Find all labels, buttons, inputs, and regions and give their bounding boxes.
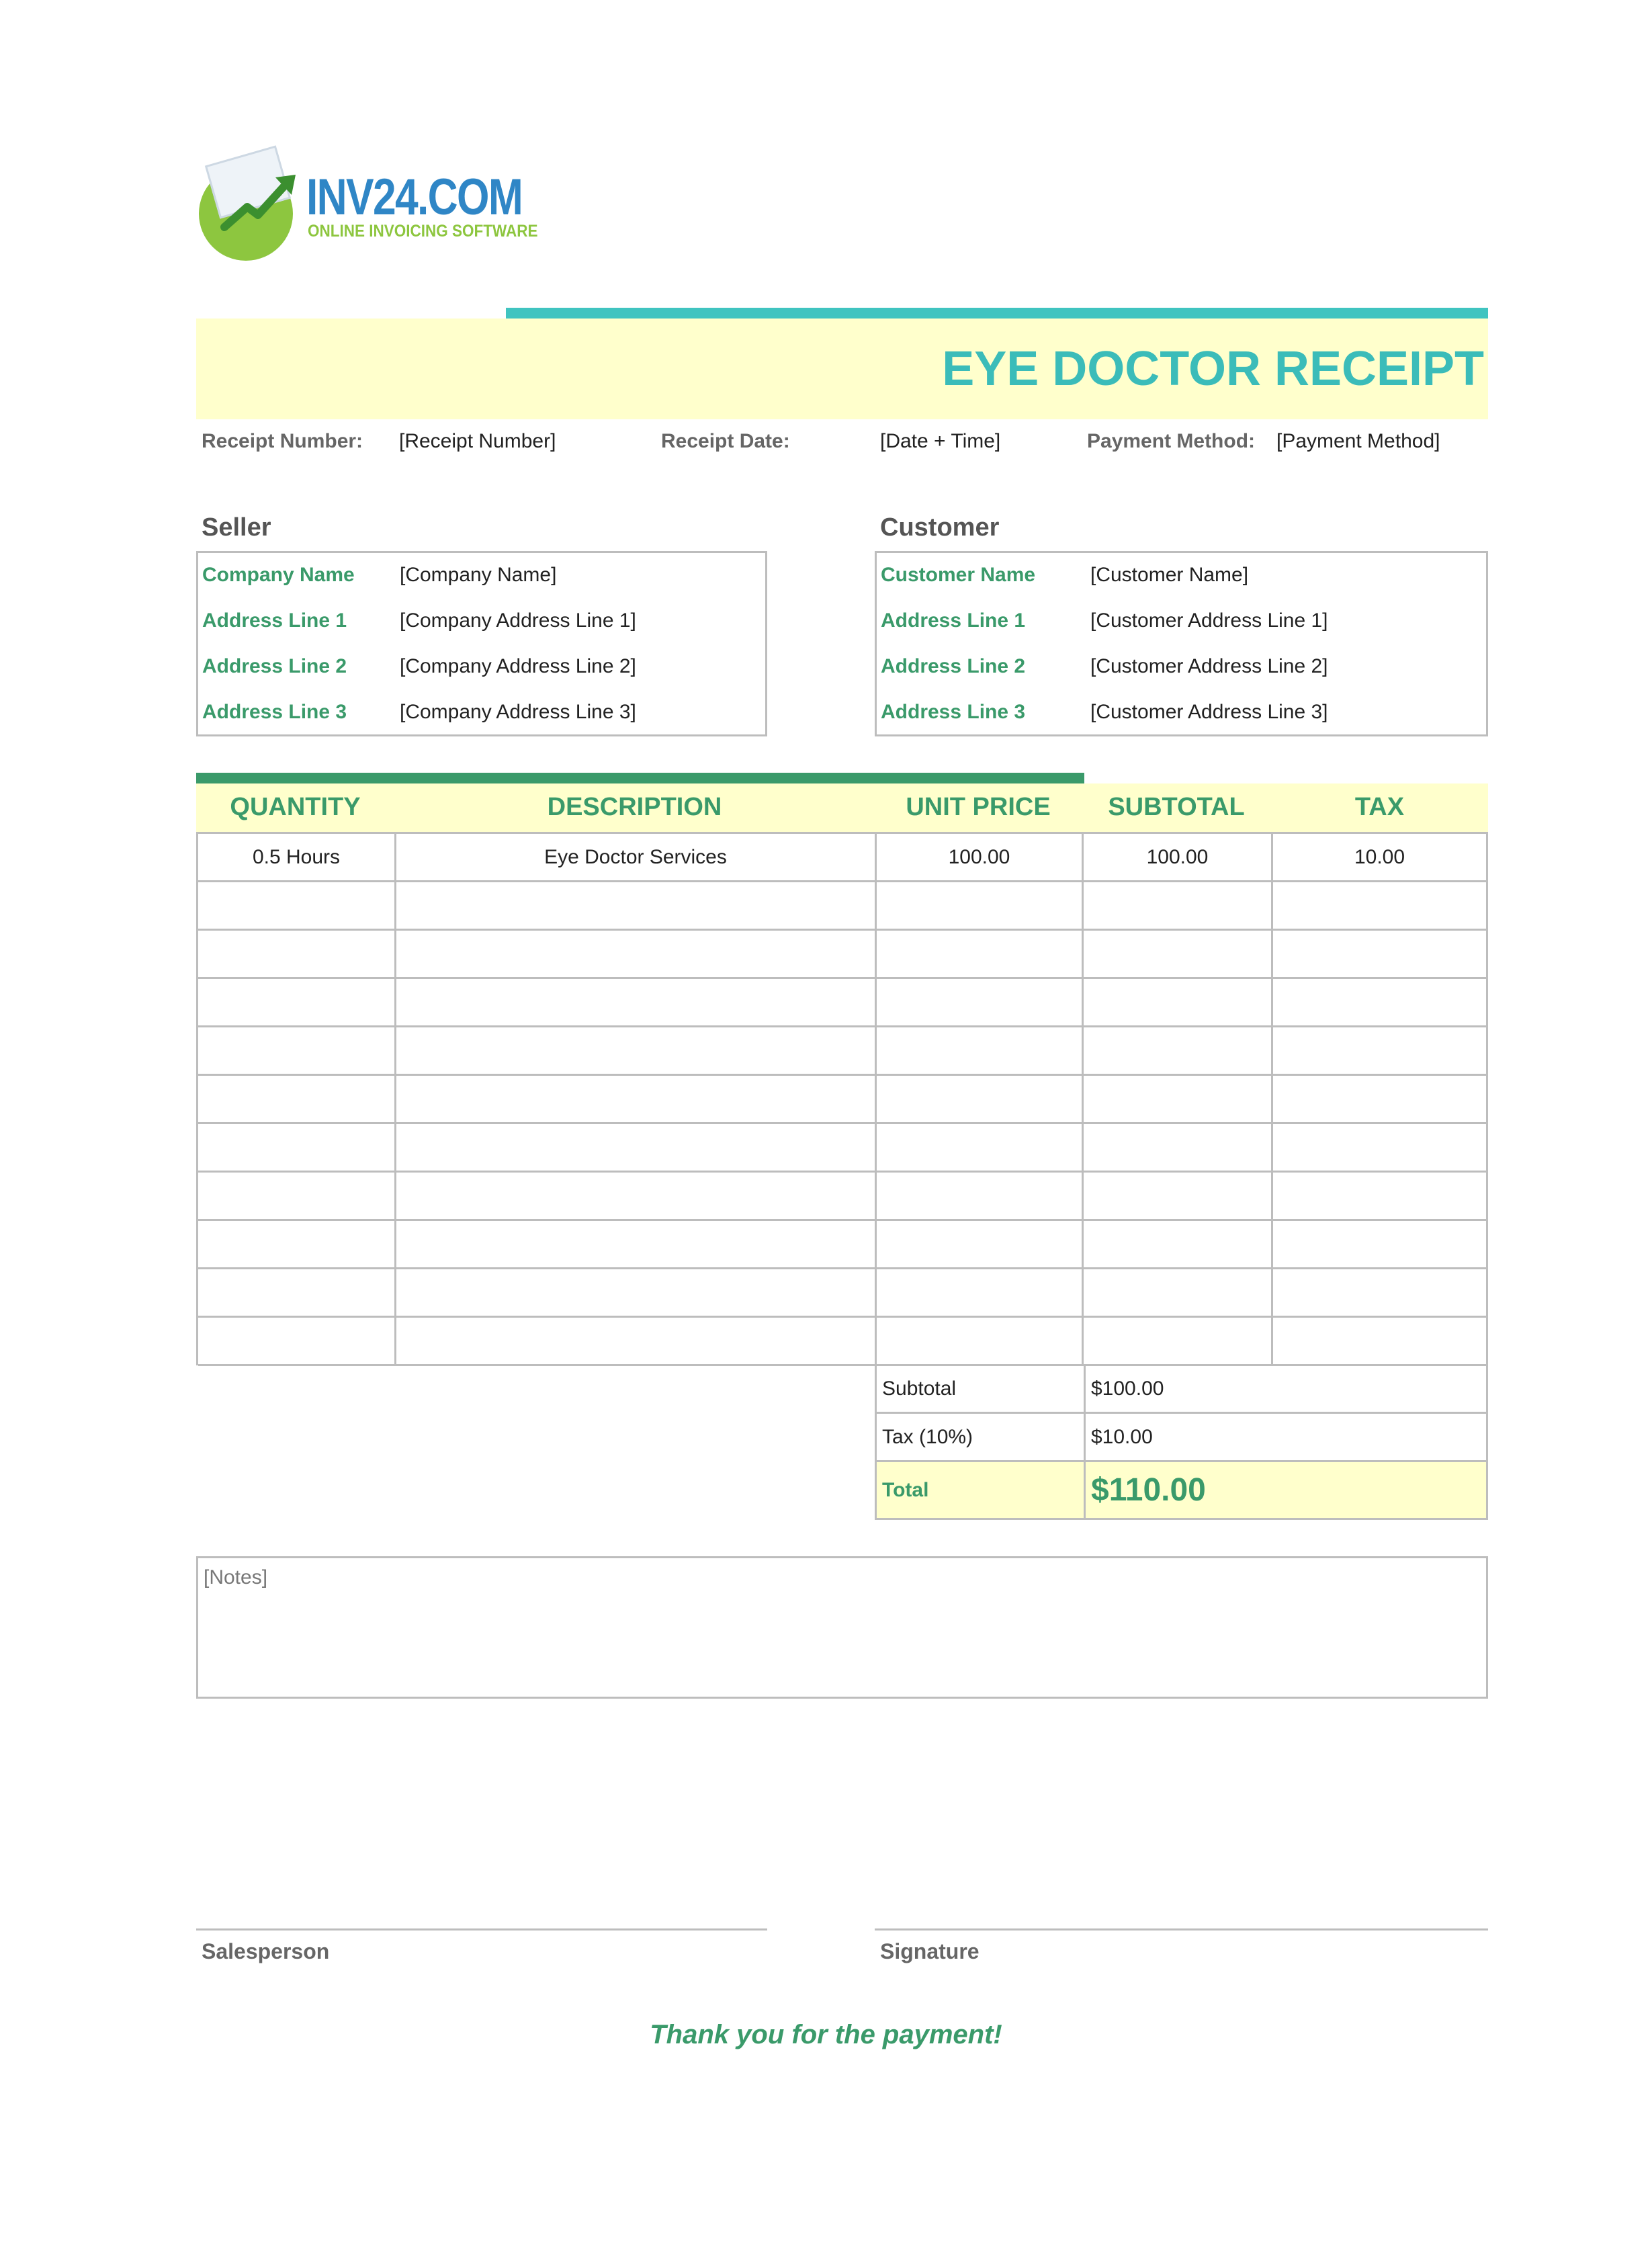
cell-subtotal xyxy=(1084,1076,1273,1122)
tax-row xyxy=(875,1414,1488,1462)
document-title: EYE DOCTOR RECEIPT xyxy=(942,342,1484,396)
salesperson-line xyxy=(196,1928,767,1930)
cell-description: Eye Doctor Services xyxy=(396,834,877,880)
items-table xyxy=(196,832,1488,1365)
cell-quantity xyxy=(198,1124,396,1171)
seller-box xyxy=(196,551,767,736)
cell-quantity xyxy=(198,979,396,1025)
subtotal-value: $100.00 xyxy=(1091,1377,1164,1400)
items-accent-bar xyxy=(196,773,1084,783)
customer-value: [Customer Address Line 1] xyxy=(1090,609,1328,632)
seller-label: Address Line 2 xyxy=(202,655,347,677)
seller-row xyxy=(198,690,765,736)
cell-quantity xyxy=(198,931,396,977)
cell-description xyxy=(396,979,877,1025)
cell-subtotal xyxy=(1084,1221,1273,1267)
cell-unit-price xyxy=(877,1269,1084,1316)
total-row xyxy=(875,1462,1488,1520)
logo-tagline: ONLINE INVOICING SOFTWARE xyxy=(308,222,538,241)
logo-arrow-icon xyxy=(219,168,300,235)
receipt-number-label: Receipt Number: xyxy=(202,430,363,452)
salesperson-label: Salesperson xyxy=(202,1939,330,1963)
cell-unit-price xyxy=(877,931,1084,977)
cell-tax xyxy=(1273,979,1488,1025)
table-row xyxy=(198,979,1488,1027)
cell-subtotal xyxy=(1084,1173,1273,1219)
notes-text: [Notes] xyxy=(204,1566,268,1588)
customer-label: Customer Name xyxy=(881,564,1036,586)
cell-unit-price xyxy=(877,979,1084,1025)
col-head-tax: TAX xyxy=(1354,793,1405,821)
cell-tax xyxy=(1273,1076,1488,1122)
cell-quantity xyxy=(198,882,396,929)
col-head-subtotal: SUBTOTAL xyxy=(1108,793,1245,821)
subtotal-label: Subtotal xyxy=(882,1377,957,1400)
notes-box[interactable] xyxy=(196,1556,1488,1699)
seller-row xyxy=(198,553,765,599)
cell-quantity xyxy=(198,1221,396,1267)
seller-label: Address Line 3 xyxy=(202,701,347,723)
cell-subtotal xyxy=(1084,979,1273,1025)
cell-tax xyxy=(1273,1124,1488,1171)
cell-tax xyxy=(1273,1173,1488,1219)
cell-tax xyxy=(1273,882,1488,929)
table-row xyxy=(198,1221,1488,1269)
signature-line xyxy=(875,1928,1488,1930)
cell-subtotal xyxy=(1084,931,1273,977)
cell-quantity xyxy=(198,1173,396,1219)
cell-tax xyxy=(1273,931,1488,977)
table-row xyxy=(198,1269,1488,1318)
table-row xyxy=(198,1318,1488,1366)
cell-quantity xyxy=(198,1027,396,1074)
title-accent-bar xyxy=(506,308,1488,319)
seller-label: Company Name xyxy=(202,564,355,586)
total-value: $110.00 xyxy=(1091,1472,1206,1508)
table-row xyxy=(198,882,1488,931)
cell-description xyxy=(396,1027,877,1074)
customer-row xyxy=(877,690,1486,736)
cell-unit-price xyxy=(877,1124,1084,1171)
table-row xyxy=(198,1173,1488,1221)
cell-unit-price xyxy=(877,1173,1084,1219)
customer-value: [Customer Address Line 3] xyxy=(1090,701,1328,723)
seller-title: Seller xyxy=(202,513,271,542)
cell-description xyxy=(396,1221,877,1267)
items-header xyxy=(196,783,1488,832)
tax-label: Tax (10%) xyxy=(882,1425,973,1448)
logo-wordmark: INV24.COM xyxy=(306,169,523,226)
cell-description xyxy=(396,1173,877,1219)
receipt-number-value: [Receipt Number] xyxy=(399,430,556,452)
total-label: Total xyxy=(882,1478,929,1501)
table-row xyxy=(198,1076,1488,1124)
tax-value: $10.00 xyxy=(1091,1425,1153,1448)
cell-quantity xyxy=(198,1318,396,1364)
seller-value: [Company Address Line 3] xyxy=(400,701,636,723)
table-row xyxy=(198,931,1488,979)
customer-box xyxy=(875,551,1488,736)
receipt-date-value: [Date + Time] xyxy=(880,430,1001,452)
seller-value: [Company Address Line 1] xyxy=(400,609,636,632)
seller-value: [Company Address Line 2] xyxy=(400,655,636,677)
seller-row xyxy=(198,599,765,644)
table-row xyxy=(198,1124,1488,1173)
cell-quantity: 0.5 Hours xyxy=(198,834,396,880)
customer-label: Address Line 2 xyxy=(881,655,1026,677)
cell-subtotal xyxy=(1084,1124,1273,1171)
table-row xyxy=(198,1027,1488,1076)
col-head-quantity: QUANTITY xyxy=(230,793,361,821)
table-row xyxy=(198,834,1488,882)
cell-tax xyxy=(1273,1221,1488,1267)
cell-subtotal xyxy=(1084,1027,1273,1074)
seller-value: [Company Name] xyxy=(400,564,557,586)
payment-method-label: Payment Method: xyxy=(1087,430,1256,452)
customer-row xyxy=(877,553,1486,599)
cell-description xyxy=(396,1124,877,1171)
cell-unit-price xyxy=(877,1027,1084,1074)
cell-quantity xyxy=(198,1076,396,1122)
cell-unit-price xyxy=(877,1221,1084,1267)
seller-label: Address Line 1 xyxy=(202,609,347,632)
customer-value: [Customer Name] xyxy=(1090,564,1249,586)
company-logo xyxy=(199,155,538,255)
thank-you-message: Thank you for the payment! xyxy=(650,2020,1002,2049)
col-head-description: DESCRIPTION xyxy=(547,793,722,821)
customer-value: [Customer Address Line 2] xyxy=(1090,655,1328,677)
customer-label: Address Line 3 xyxy=(881,701,1026,723)
cell-unit-price xyxy=(877,882,1084,929)
cell-tax xyxy=(1273,1269,1488,1316)
cell-quantity xyxy=(198,1269,396,1316)
payment-method-value: [Payment Method] xyxy=(1276,430,1440,452)
cell-unit-price xyxy=(877,1076,1084,1122)
signature-label: Signature xyxy=(880,1939,980,1963)
cell-tax xyxy=(1273,1318,1488,1364)
subtotal-row xyxy=(875,1365,1488,1414)
customer-title: Customer xyxy=(880,513,1000,542)
cell-subtotal: 100.00 xyxy=(1084,834,1273,880)
cell-subtotal xyxy=(1084,1269,1273,1316)
customer-label: Address Line 1 xyxy=(881,609,1026,632)
cell-tax: 10.00 xyxy=(1273,834,1488,880)
seller-row xyxy=(198,644,765,690)
cell-description xyxy=(396,1076,877,1122)
cell-description xyxy=(396,882,877,929)
cell-subtotal xyxy=(1084,1318,1273,1364)
cell-subtotal xyxy=(1084,882,1273,929)
cell-unit-price: 100.00 xyxy=(877,834,1084,880)
cell-description xyxy=(396,1318,877,1364)
customer-row xyxy=(877,644,1486,690)
cell-description xyxy=(396,1269,877,1316)
receipt-date-label: Receipt Date: xyxy=(661,430,790,452)
cell-tax xyxy=(1273,1027,1488,1074)
col-head-unit-price: UNIT PRICE xyxy=(906,793,1051,821)
cell-description xyxy=(396,931,877,977)
customer-row xyxy=(877,599,1486,644)
cell-unit-price xyxy=(877,1318,1084,1364)
